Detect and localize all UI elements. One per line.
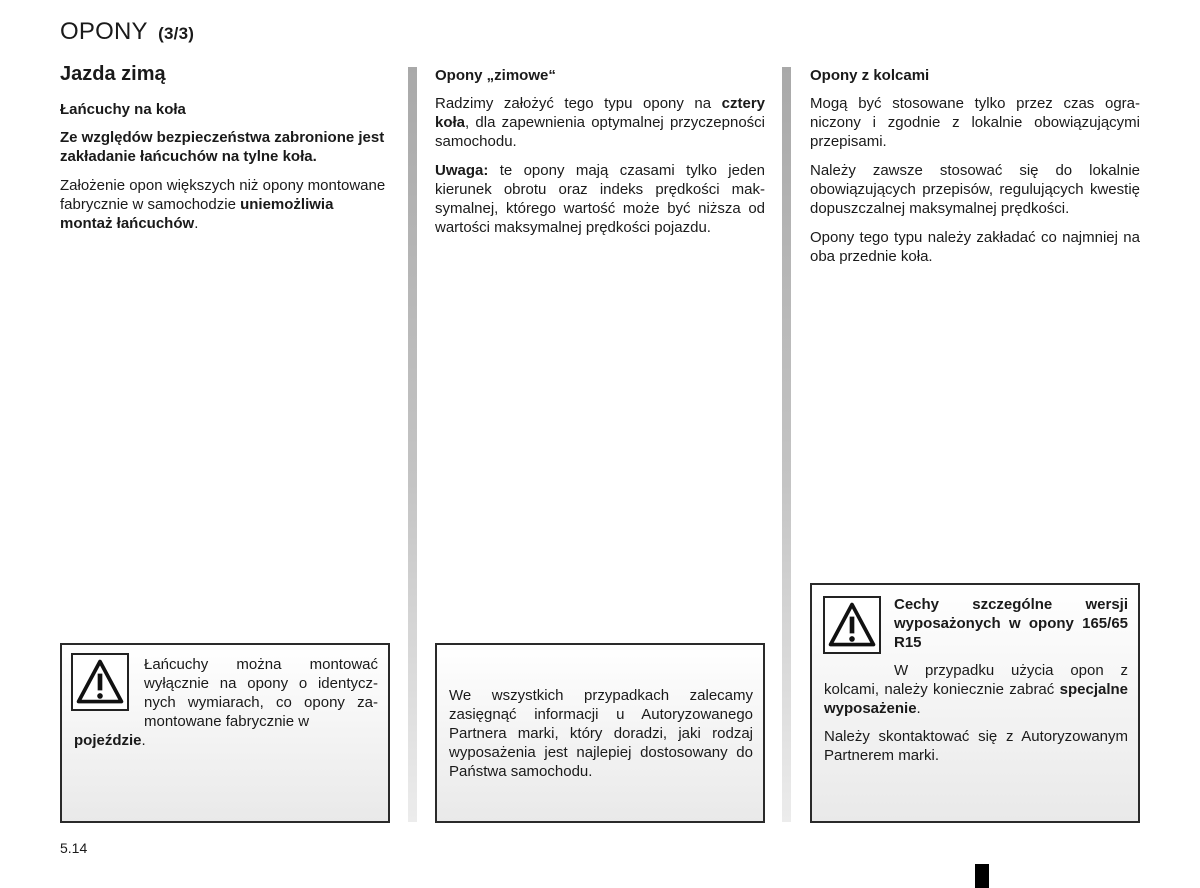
studded-paragraph-2: Należy zawsze stosować się do lokalnie obowiązujących przepisów, regulujących kwestię dopuszczalnej maksymalnej prędkości. xyxy=(810,162,1140,217)
section-heading: Jazda zimą xyxy=(60,63,166,85)
chains-paragraph: Założenie opon większych niż opony montowane fabrycznie w samochodzie uniemożliwia montaż łańcuchów. xyxy=(60,177,386,232)
version-warning-paragraph-1: W przypadku użycia opon z kolcami, należy koniecznie zabrać specjalne wyposażenie. xyxy=(824,662,1128,717)
studded-paragraph-3: Opony tego typu należy zakładać co najmniej na oba przednie koła. xyxy=(810,229,1140,265)
winter-tyres-note-paragraph: Uwaga: te opony mają czasami tylko jeden kierunek obrotu oraz indeks prędkości maksymalnej, którego wartość może być niższa od wartości maksymalnej prędkości pojazdu. xyxy=(435,162,765,236)
column-winter-tyres xyxy=(435,66,765,247)
column-studded-tyres xyxy=(810,66,1140,276)
page-title-part: (3/3) xyxy=(158,24,195,43)
chains-warning-text-end: pojeździe. xyxy=(74,732,146,749)
page-number: 5.14 xyxy=(60,840,88,856)
warning-triangle-icon xyxy=(71,653,129,711)
column-winter-driving xyxy=(60,62,390,243)
page-title-text: OPONY xyxy=(60,18,148,45)
studded-paragraph-1: Mogą być stosowane tylko przez czas ograniczony i zgodnie z lokalnie obowiązującymi przepisami. xyxy=(810,95,1140,150)
subheading-studded-tyres: Opony z kolcami xyxy=(810,67,930,84)
column-divider-2 xyxy=(782,67,791,822)
partner-advice-box xyxy=(435,643,765,823)
warning-triangle-icon xyxy=(823,596,881,654)
version-warning-paragraph-2: Należy skontaktować się z Autoryzowanym Partnerem marki. xyxy=(824,728,1128,764)
subheading-chains: Łańcuchy na koła xyxy=(60,101,186,118)
chains-warning-text: Łańcuchy można montować wyłącznie na opony o identycznych wymiarach, co opony zamontowane fabrycznie w xyxy=(144,656,378,730)
safety-warning-text: Ze względów bezpieczeństwa zabronione jest zakładanie łańcuchów na tylne koła. xyxy=(60,129,385,165)
page-title xyxy=(60,18,194,46)
chains-warning-box xyxy=(60,643,390,823)
page-edge-marker xyxy=(975,864,989,888)
winter-tyres-paragraph: Radzimy założyć tego typu opony na cztery koła, dla zapewnienia optymalnej przyczepności samochodu. xyxy=(435,95,765,150)
column-divider-1 xyxy=(408,67,417,822)
subheading-winter-tyres: Opony „zimowe“ xyxy=(435,67,556,84)
version-warning-title: Cechy szczególne wersji wyposażonych w opony 165/65 R15 xyxy=(894,596,1128,651)
version-warning-box xyxy=(810,583,1140,823)
partner-advice-text: We wszystkich przypadkach zalecamy zasięgnąć informacji u Autoryzowanego Partnera marki, który doradzi, jaki rodzaj wyposażenia jest najlepiej dostosowany do Państwa samochodu. xyxy=(449,687,753,780)
